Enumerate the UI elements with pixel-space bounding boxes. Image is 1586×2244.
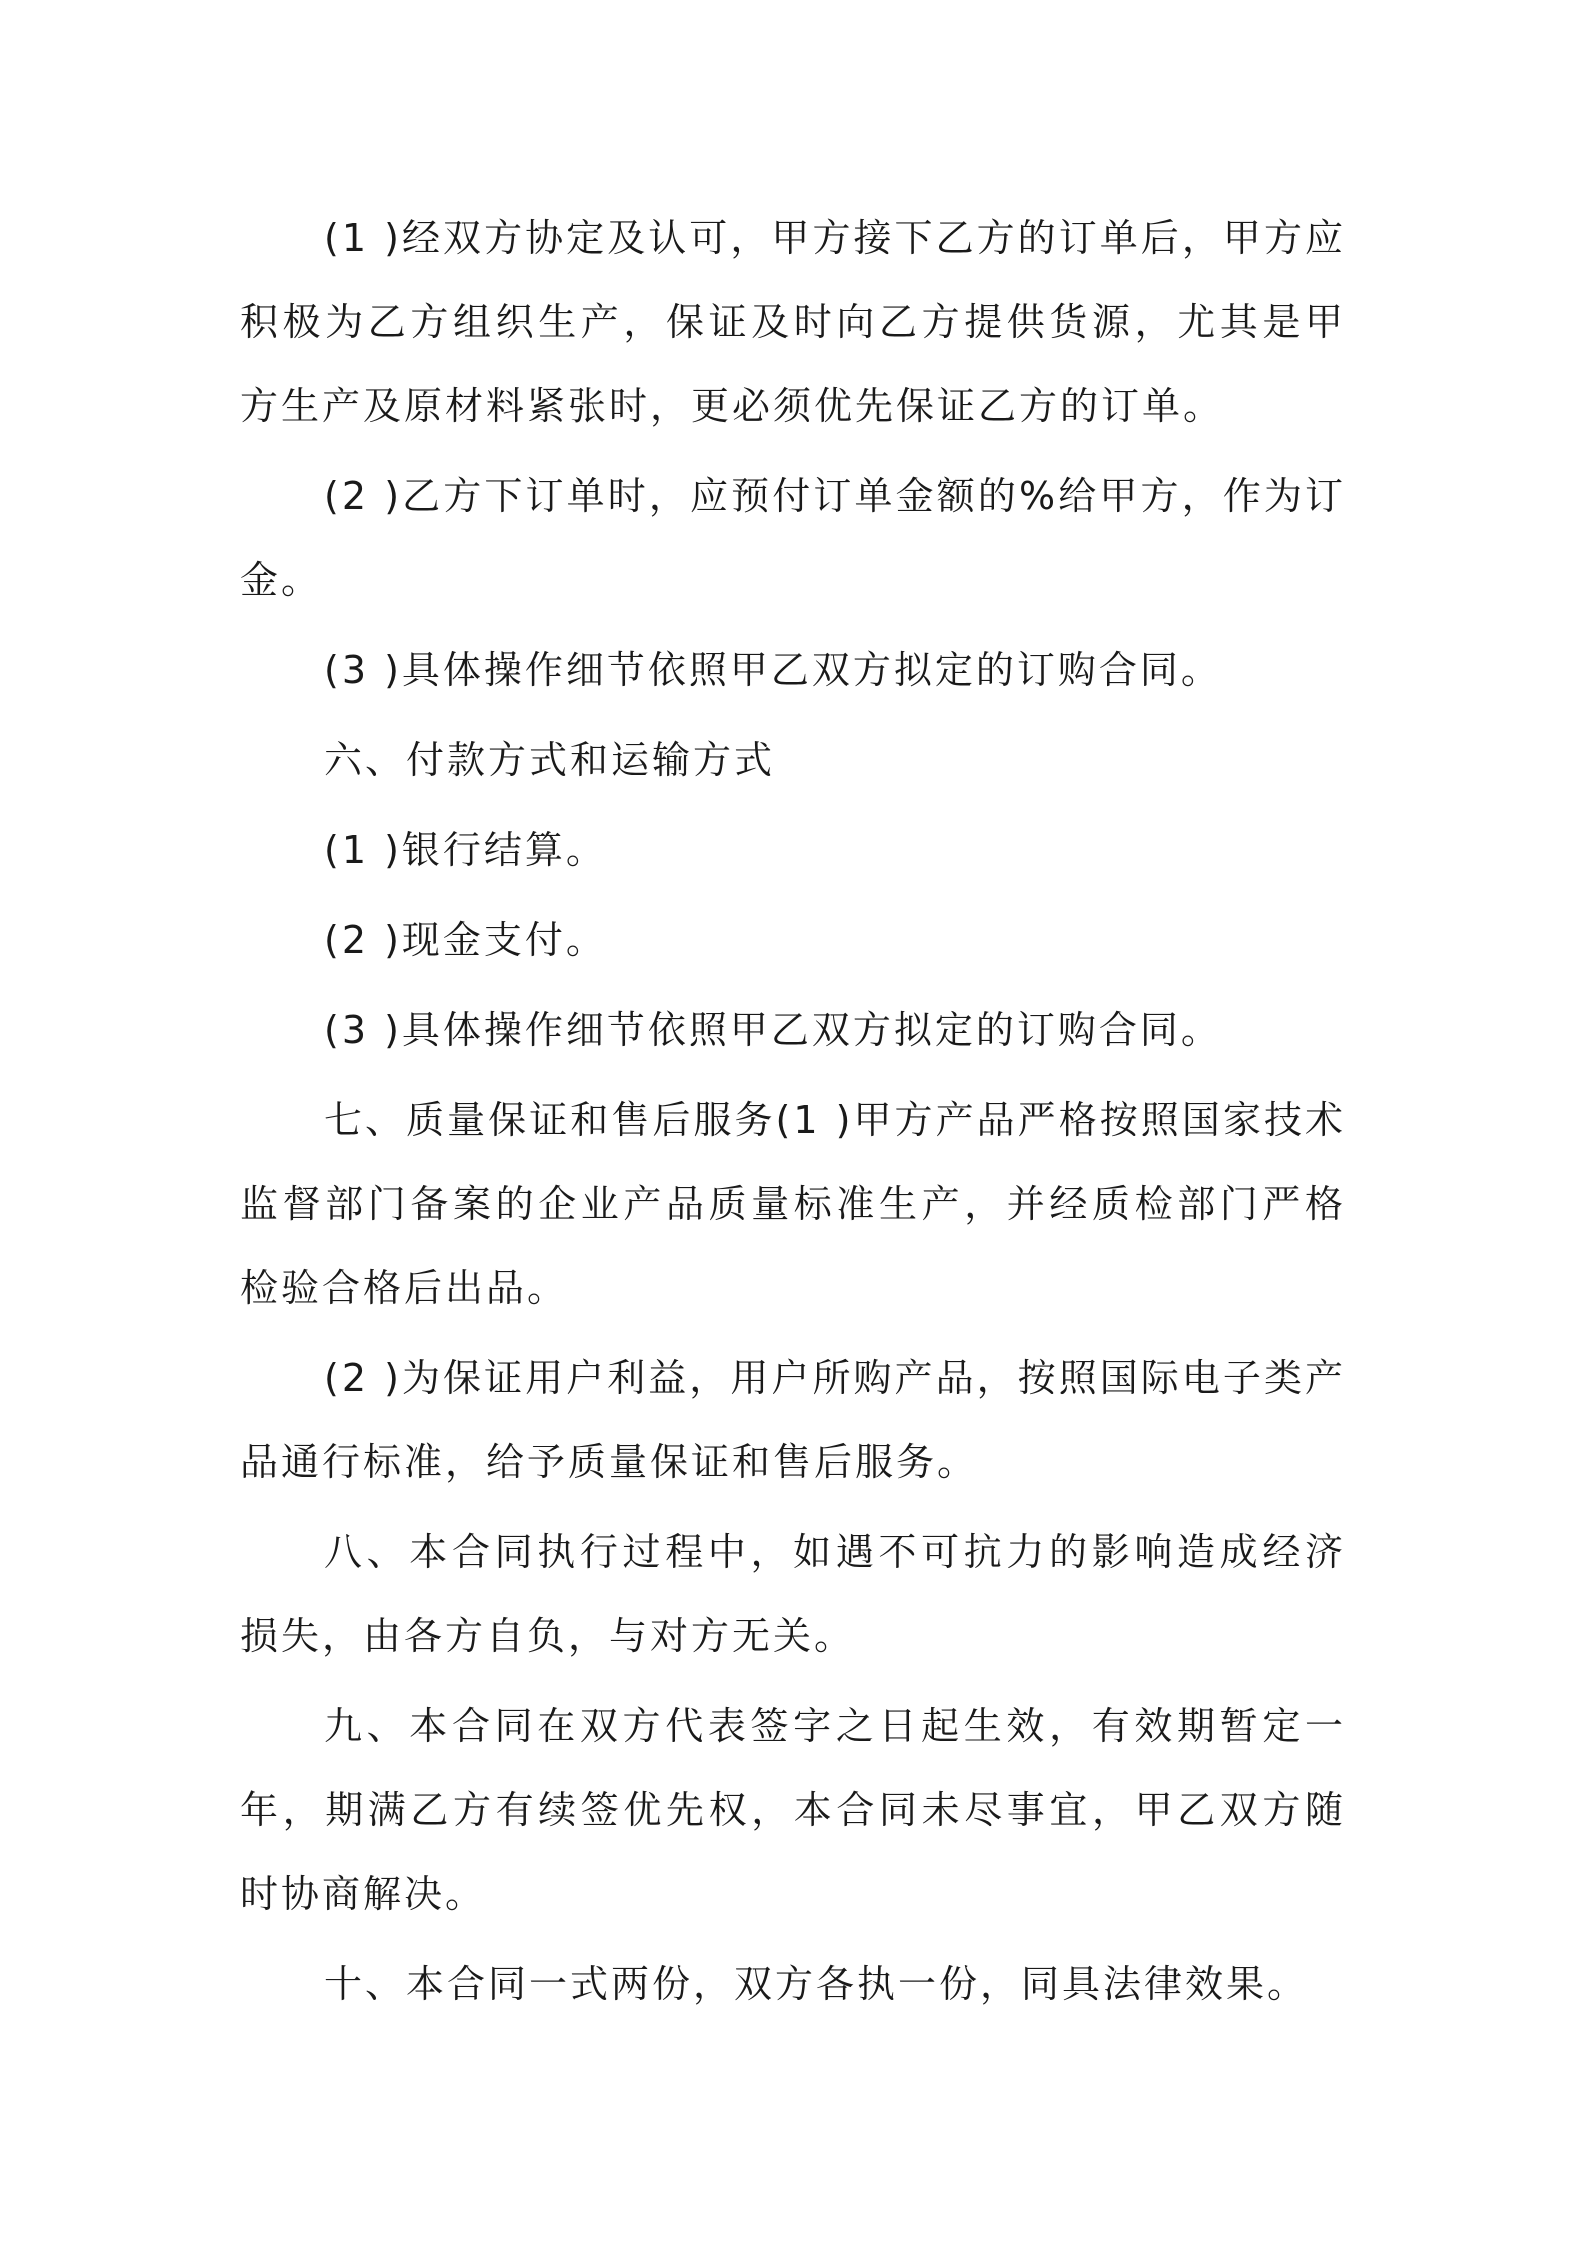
clause-6-item-3: (3 )具体操作细节依照甲乙双方拟定的订购合同。 [324,1008,1222,1052]
clause-7-quality: 七、质量保证和售后服务(1 )甲方产品严格按照国家技术监督部门备案的企业产品质量标准生产，并经质检部门严格检验合格后出品。 [240,1098,1346,1310]
clause-5-item-3: (3 )具体操作细节依照甲乙双方拟定的订购合同。 [324,648,1222,692]
section-heading-payment: 六、付款方式和运输方式 [324,738,776,782]
clause-5-item-1: (1 )经双方协定及认可，甲方接下乙方的订单后，甲方应积极为乙方组织生产，保证及时向乙方提供货源，尤其是甲方生产及原材料紧张时，更必须优先保证乙方的订单。 [240,216,1346,428]
clause-10-copies: 十、本合同一式两份，双方各执一份，同具法律效果。 [324,1962,1309,2006]
clause-7-item-2: (2 )为保证用户利益，用户所购产品，按照国际电子类产品通行标准，给予质量保证和售后服务。 [240,1356,1346,1484]
clause-6-item-1: (1 )银行结算。 [324,828,607,872]
clause-6-item-2: (2 )现金支付。 [324,918,607,962]
clause-9-validity: 九、本合同在双方代表签字之日起生效，有效期暂定一年，期满乙方有续签优先权，本合同未尽事宜，甲乙双方随时协商解决。 [240,1704,1346,1916]
clause-5-item-2: (2 )乙方下订单时，应预付订单金额的%给甲方，作为订金。 [240,474,1346,602]
clause-8-force-majeure: 八、本合同执行过程中，如遇不可抗力的影响造成经济损失，由各方自负，与对方无关。 [240,1530,1346,1658]
document-body [240,196,1346,2032]
